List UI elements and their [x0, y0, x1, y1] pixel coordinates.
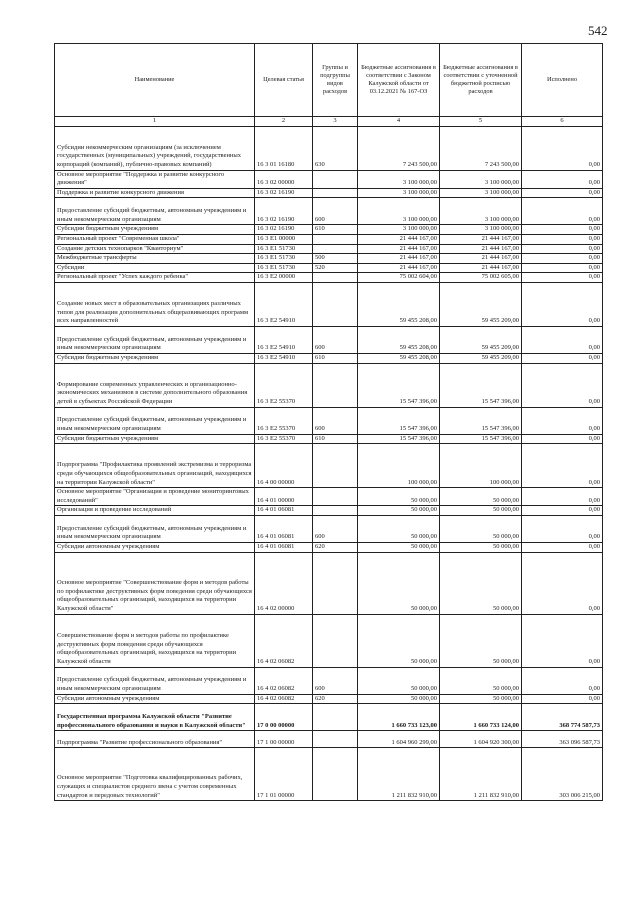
table-row: [55, 515, 603, 542]
column-number: 6: [522, 117, 603, 127]
row-executed-amount: 363 096 587,73: [522, 731, 603, 748]
row-target-code: 16 4 02 00000: [255, 552, 313, 614]
row-executed-amount: 0,00: [522, 282, 603, 326]
row-refined-amount: 50 000,00: [440, 694, 522, 704]
row-law-amount: 3 100 000,00: [358, 198, 440, 225]
row-target-code: 16 3 E1 51730: [255, 254, 313, 264]
header-target: Целевая статья: [255, 44, 313, 117]
row-law-amount: 3 100 000,00: [358, 188, 440, 198]
row-group-code: [313, 170, 358, 188]
row-group-code: [313, 444, 358, 488]
table-row: [55, 326, 603, 353]
table-row: [55, 731, 603, 748]
row-group-code: [313, 731, 358, 748]
row-target-code: 16 3 E2 54910: [255, 282, 313, 326]
table-row: [55, 444, 603, 488]
row-group-code: [313, 282, 358, 326]
header-groups: Группы и подгруппы видов расходов: [313, 44, 358, 117]
table-row: [55, 234, 603, 244]
row-name: Формирование современных управленческих и организационно-экономических механизмов в системе дополнительного образования детей в субъектах Российской Федерации: [55, 363, 255, 407]
budget-table: [54, 43, 603, 801]
row-law-amount: 15 547 396,00: [358, 407, 440, 434]
row-refined-amount: 3 100 000,00: [440, 225, 522, 235]
table-row: [55, 244, 603, 254]
row-target-code: 16 3 02 16190: [255, 198, 313, 225]
row-executed-amount: 303 006 215,00: [522, 748, 603, 801]
row-target-code: 16 4 00 00000: [255, 444, 313, 488]
row-law-amount: 21 444 167,00: [358, 254, 440, 264]
row-executed-amount: 0,00: [522, 326, 603, 353]
row-name: Предоставление субсидий бюджетным, автономным учреждениям и иным некоммерческим организациям: [55, 667, 255, 694]
row-group-code: [313, 488, 358, 506]
row-executed-amount: 0,00: [522, 542, 603, 552]
row-name: Субсидии некоммерческим организациям (за исключением государственных (муниципальных) учреждений, государственных корпораций (компаний), публично-правовых компаний): [55, 126, 255, 170]
row-law-amount: 3 100 000,00: [358, 225, 440, 235]
row-law-amount: 3 100 000,00: [358, 170, 440, 188]
row-target-code: 16 3 E1 00000: [255, 234, 313, 244]
row-refined-amount: 15 547 396,00: [440, 363, 522, 407]
row-executed-amount: 0,00: [522, 515, 603, 542]
column-number: 5: [440, 117, 522, 127]
row-name: Создание новых мест в образовательных организациях различных типов для реализации дополнительных общеразвивающих программ всех направленностей: [55, 282, 255, 326]
row-law-amount: 1 211 832 910,00: [358, 748, 440, 801]
row-target-code: 16 3 02 16190: [255, 188, 313, 198]
row-group-code: 620: [313, 694, 358, 704]
header-name: Наименование: [55, 44, 255, 117]
row-target-code: 16 3 E2 55370: [255, 434, 313, 444]
row-name: Предоставление субсидий бюджетным, автономным учреждениям и иным некоммерческим организациям: [55, 515, 255, 542]
row-name: Создание детских технопарков "Кванториум": [55, 244, 255, 254]
row-name: Основное мероприятие "Подготовка квалифицированных рабочих, служащих и специалистов среднего звена с учетом современных стандартов и передовых технологий": [55, 748, 255, 801]
row-refined-amount: 50 000,00: [440, 667, 522, 694]
row-group-code: 600: [313, 407, 358, 434]
row-refined-amount: 100 000,00: [440, 444, 522, 488]
row-executed-amount: 0,00: [522, 552, 603, 614]
row-target-code: 17 1 01 00000: [255, 748, 313, 801]
row-name: Предоставление субсидий бюджетным, автономным учреждениям и иным некоммерческим организациям: [55, 407, 255, 434]
row-name: Межбюджетные трансферты: [55, 254, 255, 264]
row-name: Предоставление субсидий бюджетным, автономным учреждениям и иным некоммерческим организациям: [55, 198, 255, 225]
row-refined-amount: 21 444 167,00: [440, 263, 522, 273]
row-group-code: 610: [313, 225, 358, 235]
row-target-code: 16 3 02 00000: [255, 170, 313, 188]
row-name: Организация и проведение исследований: [55, 506, 255, 516]
row-name: Подпрограмма "Развитие профессионального образования": [55, 731, 255, 748]
row-refined-amount: 50 000,00: [440, 552, 522, 614]
column-number: 2: [255, 117, 313, 127]
table-row: [55, 273, 603, 283]
row-target-code: 16 3 E2 55370: [255, 407, 313, 434]
row-group-code: 600: [313, 326, 358, 353]
row-target-code: 16 4 02 06082: [255, 614, 313, 667]
table-row: [55, 188, 603, 198]
row-name: Основное мероприятие "Совершенствование форм и методов работы по профилактике деструктивных форм поведения среди обучающихся общеобразовательных организаций, находящихся на территории Калужской области": [55, 552, 255, 614]
row-law-amount: 50 000,00: [358, 506, 440, 516]
row-name: Субсидии бюджетным учреждениям: [55, 225, 255, 235]
row-group-code: 500: [313, 254, 358, 264]
table-row: [55, 198, 603, 225]
row-refined-amount: 21 444 167,00: [440, 234, 522, 244]
row-target-code: 16 4 02 06082: [255, 667, 313, 694]
table-row: [55, 694, 603, 704]
row-executed-amount: 0,00: [522, 407, 603, 434]
row-name: Поддержка и развитие конкурсного движения: [55, 188, 255, 198]
row-refined-amount: 50 000,00: [440, 614, 522, 667]
row-name: Субсидии бюджетным учреждениям: [55, 353, 255, 363]
row-group-code: 520: [313, 263, 358, 273]
row-law-amount: 21 444 167,00: [358, 244, 440, 254]
row-refined-amount: 21 444 167,00: [440, 254, 522, 264]
row-executed-amount: 0,00: [522, 434, 603, 444]
header-law: Бюджетные ассигнования в соответствии с Законом Калужской области от 03.12.2021 № 167-ОЗ: [358, 44, 440, 117]
row-group-code: 600: [313, 515, 358, 542]
row-executed-amount: 0,00: [522, 363, 603, 407]
row-executed-amount: 368 774 587,73: [522, 704, 603, 731]
row-name: Субсидии автономным учреждениям: [55, 542, 255, 552]
row-executed-amount: 0,00: [522, 126, 603, 170]
row-group-code: [313, 552, 358, 614]
row-executed-amount: 0,00: [522, 170, 603, 188]
table-body: [55, 126, 603, 801]
row-refined-amount: 15 547 396,00: [440, 434, 522, 444]
row-refined-amount: 50 000,00: [440, 506, 522, 516]
row-refined-amount: 59 455 209,00: [440, 326, 522, 353]
table-row: [55, 614, 603, 667]
row-refined-amount: 75 002 605,00: [440, 273, 522, 283]
row-name: Предоставление субсидий бюджетным, автономным учреждениям и иным некоммерческим организациям: [55, 326, 255, 353]
row-target-code: 17 1 00 00000: [255, 731, 313, 748]
row-refined-amount: 3 100 000,00: [440, 170, 522, 188]
row-group-code: 620: [313, 542, 358, 552]
row-executed-amount: 0,00: [522, 444, 603, 488]
row-executed-amount: 0,00: [522, 198, 603, 225]
row-executed-amount: 0,00: [522, 234, 603, 244]
row-executed-amount: 0,00: [522, 353, 603, 363]
row-group-code: 600: [313, 198, 358, 225]
row-target-code: 16 3 E2 54910: [255, 326, 313, 353]
table-row: [55, 748, 603, 801]
header-refined: Бюджетные ассигнования в соответствии с уточненной бюджетной росписью расходов: [440, 44, 522, 117]
row-law-amount: 50 000,00: [358, 488, 440, 506]
table-row: [55, 170, 603, 188]
row-law-amount: 59 455 208,00: [358, 282, 440, 326]
table-row: [55, 263, 603, 273]
row-group-code: [313, 234, 358, 244]
table-row: [55, 254, 603, 264]
row-law-amount: 100 000,00: [358, 444, 440, 488]
row-law-amount: 1 604 960 299,00: [358, 731, 440, 748]
row-target-code: 17 0 00 00000: [255, 704, 313, 731]
row-executed-amount: 0,00: [522, 273, 603, 283]
row-executed-amount: 0,00: [522, 667, 603, 694]
row-group-code: [313, 506, 358, 516]
row-executed-amount: 0,00: [522, 614, 603, 667]
column-number: 3: [313, 117, 358, 127]
row-refined-amount: 59 455 209,00: [440, 353, 522, 363]
header-row: [55, 44, 603, 117]
row-executed-amount: 0,00: [522, 263, 603, 273]
row-executed-amount: 0,00: [522, 488, 603, 506]
row-group-code: 630: [313, 126, 358, 170]
table-row: [55, 126, 603, 170]
row-law-amount: 50 000,00: [358, 694, 440, 704]
row-group-code: [313, 363, 358, 407]
page-number: 542: [588, 23, 608, 38]
table-row: [55, 552, 603, 614]
row-refined-amount: 3 100 000,00: [440, 198, 522, 225]
table-row: [55, 225, 603, 235]
row-executed-amount: 0,00: [522, 225, 603, 235]
row-target-code: 16 3 01 16180: [255, 126, 313, 170]
row-law-amount: 50 000,00: [358, 552, 440, 614]
row-executed-amount: 0,00: [522, 506, 603, 516]
row-refined-amount: 1 660 733 124,00: [440, 704, 522, 731]
table-row: [55, 667, 603, 694]
row-name: Основное мероприятие "Поддержка и развитие конкурсного движения": [55, 170, 255, 188]
table-row: [55, 506, 603, 516]
header-executed: Исполнено: [522, 44, 603, 117]
column-number: 1: [55, 117, 255, 127]
column-number-row: [55, 117, 603, 127]
row-group-code: [313, 614, 358, 667]
row-law-amount: 59 455 208,00: [358, 326, 440, 353]
row-group-code: [313, 704, 358, 731]
row-executed-amount: 0,00: [522, 244, 603, 254]
table-row: [55, 488, 603, 506]
row-name: Основное мероприятие "Организация и проведение мониторинговых исследований": [55, 488, 255, 506]
row-refined-amount: 15 547 396,00: [440, 407, 522, 434]
row-law-amount: 7 243 500,00: [358, 126, 440, 170]
row-law-amount: 50 000,00: [358, 515, 440, 542]
table-row: [55, 542, 603, 552]
table-row: [55, 407, 603, 434]
row-name: Региональный проект "Современная школа": [55, 234, 255, 244]
row-name: Государственная программа Калужской области "Развитие профессионального образования и науки в Калужской области": [55, 704, 255, 731]
row-name: Региональный проект "Успех каждого ребенка": [55, 273, 255, 283]
row-law-amount: 50 000,00: [358, 542, 440, 552]
row-target-code: 16 3 02 16190: [255, 225, 313, 235]
row-target-code: 16 4 01 06081: [255, 542, 313, 552]
row-name: Подпрограмма "Профилактика проявлений экстремизма и терроризма среди обучающихся общеобразовательных организаций, находящихся на территории Калужской области": [55, 444, 255, 488]
row-executed-amount: 0,00: [522, 188, 603, 198]
table-row: [55, 353, 603, 363]
row-law-amount: 50 000,00: [358, 614, 440, 667]
row-target-code: 16 4 01 06081: [255, 506, 313, 516]
table-row: [55, 434, 603, 444]
row-target-code: 16 3 E1 51730: [255, 244, 313, 254]
row-target-code: 16 3 E1 51730: [255, 263, 313, 273]
row-law-amount: 59 455 208,00: [358, 353, 440, 363]
row-name: Субсидии автономным учреждениям: [55, 694, 255, 704]
table-row: [55, 282, 603, 326]
row-refined-amount: 59 455 209,00: [440, 282, 522, 326]
row-group-code: 610: [313, 434, 358, 444]
row-refined-amount: 1 604 920 300,00: [440, 731, 522, 748]
row-name: Субсидии: [55, 263, 255, 273]
row-group-code: 610: [313, 353, 358, 363]
row-target-code: 16 4 02 06082: [255, 694, 313, 704]
row-target-code: 16 3 E2 55370: [255, 363, 313, 407]
row-refined-amount: 50 000,00: [440, 488, 522, 506]
row-target-code: 16 4 01 06081: [255, 515, 313, 542]
row-target-code: 16 3 E2 00000: [255, 273, 313, 283]
row-target-code: 16 4 01 00000: [255, 488, 313, 506]
row-law-amount: 15 547 396,00: [358, 434, 440, 444]
row-target-code: 16 3 E2 54910: [255, 353, 313, 363]
row-refined-amount: 7 243 500,00: [440, 126, 522, 170]
row-law-amount: 15 547 396,00: [358, 363, 440, 407]
row-refined-amount: 50 000,00: [440, 515, 522, 542]
row-group-code: [313, 273, 358, 283]
row-law-amount: 1 660 733 123,00: [358, 704, 440, 731]
row-name: Субсидии бюджетным учреждениям: [55, 434, 255, 444]
row-group-code: 600: [313, 667, 358, 694]
row-law-amount: 75 002 604,00: [358, 273, 440, 283]
table-row: [55, 704, 603, 731]
row-refined-amount: 1 211 832 910,00: [440, 748, 522, 801]
row-refined-amount: 50 000,00: [440, 542, 522, 552]
row-group-code: [313, 188, 358, 198]
row-law-amount: 50 000,00: [358, 667, 440, 694]
row-executed-amount: 0,00: [522, 254, 603, 264]
row-law-amount: 21 444 167,00: [358, 263, 440, 273]
row-refined-amount: 3 100 000,00: [440, 188, 522, 198]
row-refined-amount: 21 444 167,00: [440, 244, 522, 254]
table-row: [55, 363, 603, 407]
row-group-code: [313, 244, 358, 254]
row-law-amount: 21 444 167,00: [358, 234, 440, 244]
column-number: 4: [358, 117, 440, 127]
row-group-code: [313, 748, 358, 801]
row-executed-amount: 0,00: [522, 694, 603, 704]
row-name: Совершенствование форм и методов работы по профилактике деструктивных форм поведения среди обучающихся общеобразовательных организаций, находящихся на территории Калужской области: [55, 614, 255, 667]
